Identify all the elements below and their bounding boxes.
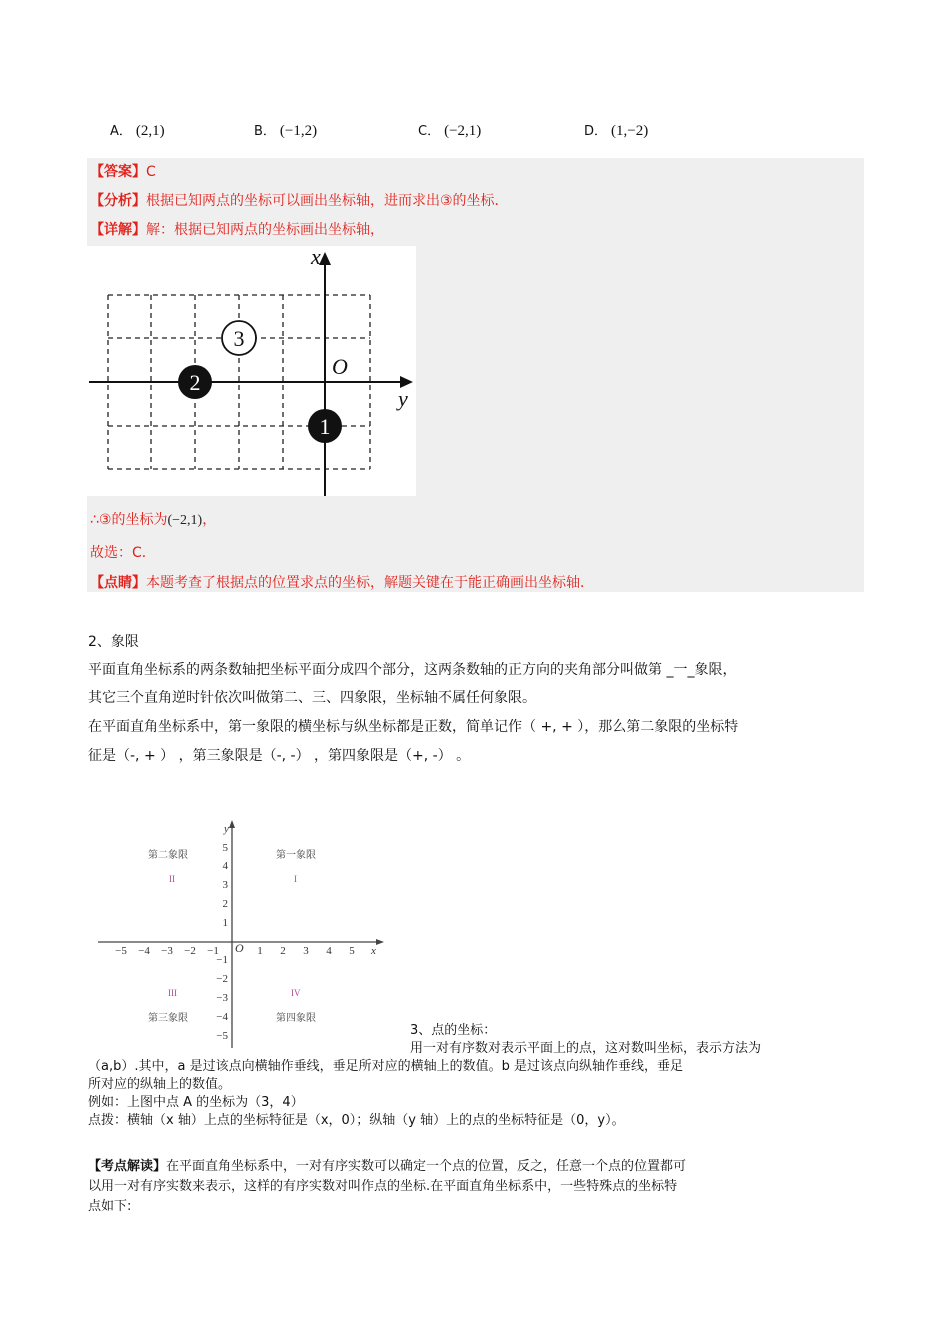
point-3-label: 3 [233,326,245,351]
q-roman [168,874,301,998]
quadrant-1-label: 第一象限 [276,850,316,861]
origin-label: O [332,354,348,379]
option-b-value: (−1,2) [279,123,318,139]
option-d [584,120,648,140]
conclusion-prefix: ∴③的坐标为 [90,512,168,528]
option-c [418,120,481,140]
section2-p1-line1: 平面直角坐标系的两条数轴把坐标平面分成四个部分，这两条数轴的正方向的夹角部分叫做第 _一_象限， [88,662,737,678]
option-a-value: (2,1) [135,123,165,139]
kaodian-line1 [88,1158,686,1175]
analysis-tag: 【分析】 [90,193,146,209]
comment-tag: 【点睛】 [90,575,146,591]
quadrant-3-label: 第三象限 [148,1013,188,1024]
q-ytick: 4 [222,860,228,872]
section2-p2-line1: 在平面直角坐标系中，第一象限的横坐标与纵坐标都是正数，简单记作（ +, + ），那么第二象限的坐标特 [88,719,739,735]
q-xtick: 2 [280,945,286,957]
q-ytick: −1 [216,954,228,966]
q-x-label: x [371,945,376,957]
q-xtick: −2 [184,945,196,957]
q-xtick: −5 [115,945,127,957]
option-b-letter: B． [254,124,276,139]
option-a-letter: A． [110,124,132,139]
section3-line1: 用一对有序数对表示平面上的点，这对数叫坐标，表示方法为 [410,1041,762,1056]
q-x-arrow-icon [376,939,384,945]
section2-p1-line2: 其它三个直角逆时针依次叫做第二、三、四象限，坐标轴不属任何象限。 [88,690,536,706]
quadrant-figure [96,818,386,1050]
quadrant-4-roman: IV [291,988,301,998]
point-2-label: 2 [189,370,201,395]
conclusion-line [90,509,216,532]
q-xtick: 4 [326,945,332,957]
q-ytick: 5 [222,842,228,854]
quadrant-2-roman: II [169,874,175,884]
detail-text: 解：根据已知两点的坐标画出坐标轴， [146,222,384,238]
q-xtick: −1 [207,945,219,957]
option-b [254,120,317,140]
comment-text: 本题考查了根据点的位置求点的坐标，解题关键在于能正确画出坐标轴． [146,575,594,591]
vertical-arrow-icon [319,252,331,265]
q-ytick: 3 [222,879,228,891]
option-c-letter: C． [418,124,441,139]
kaodian-line3: 点如下: [88,1199,132,1214]
detail-line [90,219,384,241]
quadrant-1-roman: I [294,874,297,884]
section3-line3: 所对应的纵轴上的数值。 [88,1077,232,1092]
q-xtick: −3 [161,945,173,957]
quadrant-svg [96,818,386,1050]
point-1-label: 1 [319,414,331,439]
quadrant-4-label: 第四象限 [276,1013,316,1024]
section3-line2: （a,b）.其中，a 是过该点向横轴作垂线，垂足所对应的横轴上的数值。b 是过该点向纵轴作垂线，垂足 [88,1059,683,1074]
answer-value: C [146,164,156,180]
quadrant-3-roman: III [168,988,177,998]
grid-svg [87,246,416,496]
q-origin: O [235,941,244,955]
q-ytick: −5 [216,1030,228,1042]
choice-line: 故选：C． [90,545,156,561]
option-d-value: (1,−2) [611,123,649,139]
analysis-text: 根据已知两点的坐标可以画出坐标轴，进而求出③的坐标． [146,193,509,209]
analysis-line [90,190,509,212]
answer-tag: 【答案】 [90,164,146,180]
q-xtick: 3 [303,945,309,957]
detail-tag: 【详解】 [90,222,146,238]
section2-p2-line2: 征是（-, + ） ，第三象限是（-, -） ，第四象限是（+, -） 。 [88,748,471,764]
q-ytick: 1 [222,917,228,929]
option-a [110,120,165,140]
q-xtick: −4 [138,945,150,957]
section3-title: 3、点的坐标： [410,1023,497,1038]
option-c-value: (−2,1) [444,123,482,139]
kaodian-tag: 【考点解读】 [88,1159,167,1174]
comment-line [90,572,594,594]
q-ytick: −4 [216,1011,228,1023]
section3-line4: 例如：上图中点 A 的坐标为（3，4） [88,1095,304,1110]
conclusion-value: (−2,1) [167,513,203,528]
kaodian-text1: 在平面直角坐标系中，一对有序实数可以确定一个点的位置，反之，任意一个点的位置都可 [166,1159,687,1174]
figure-grid [87,246,416,496]
section2-title: 2、象限 [88,634,139,650]
q-ytick: −2 [216,973,228,985]
answer-line [90,161,156,183]
q-ytick: −3 [216,992,228,1004]
q-ytick: 2 [222,898,228,910]
kaodian-line2: 以用一对有序实数来表示，这样的有序实数对叫作点的坐标.在平面直角坐标系中，一些特殊点的坐标特 [88,1179,678,1194]
q-y-label: y [224,823,229,835]
q-xtick: 5 [349,945,355,957]
q-y-arrow-icon [229,820,235,828]
x-axis-label: x [311,246,321,269]
y-axis-label: y [398,386,408,411]
option-d-letter: D． [584,124,608,139]
conclusion-suffix: ， [202,512,217,528]
quadrant-2-label: 第二象限 [148,850,188,861]
section3-line5: 点拨：横轴（x 轴）上点的坐标特征是（x，0）；纵轴（y 轴）上的点的坐标特征是（0，y）。 [88,1113,625,1128]
q-xtick: 1 [257,945,263,957]
